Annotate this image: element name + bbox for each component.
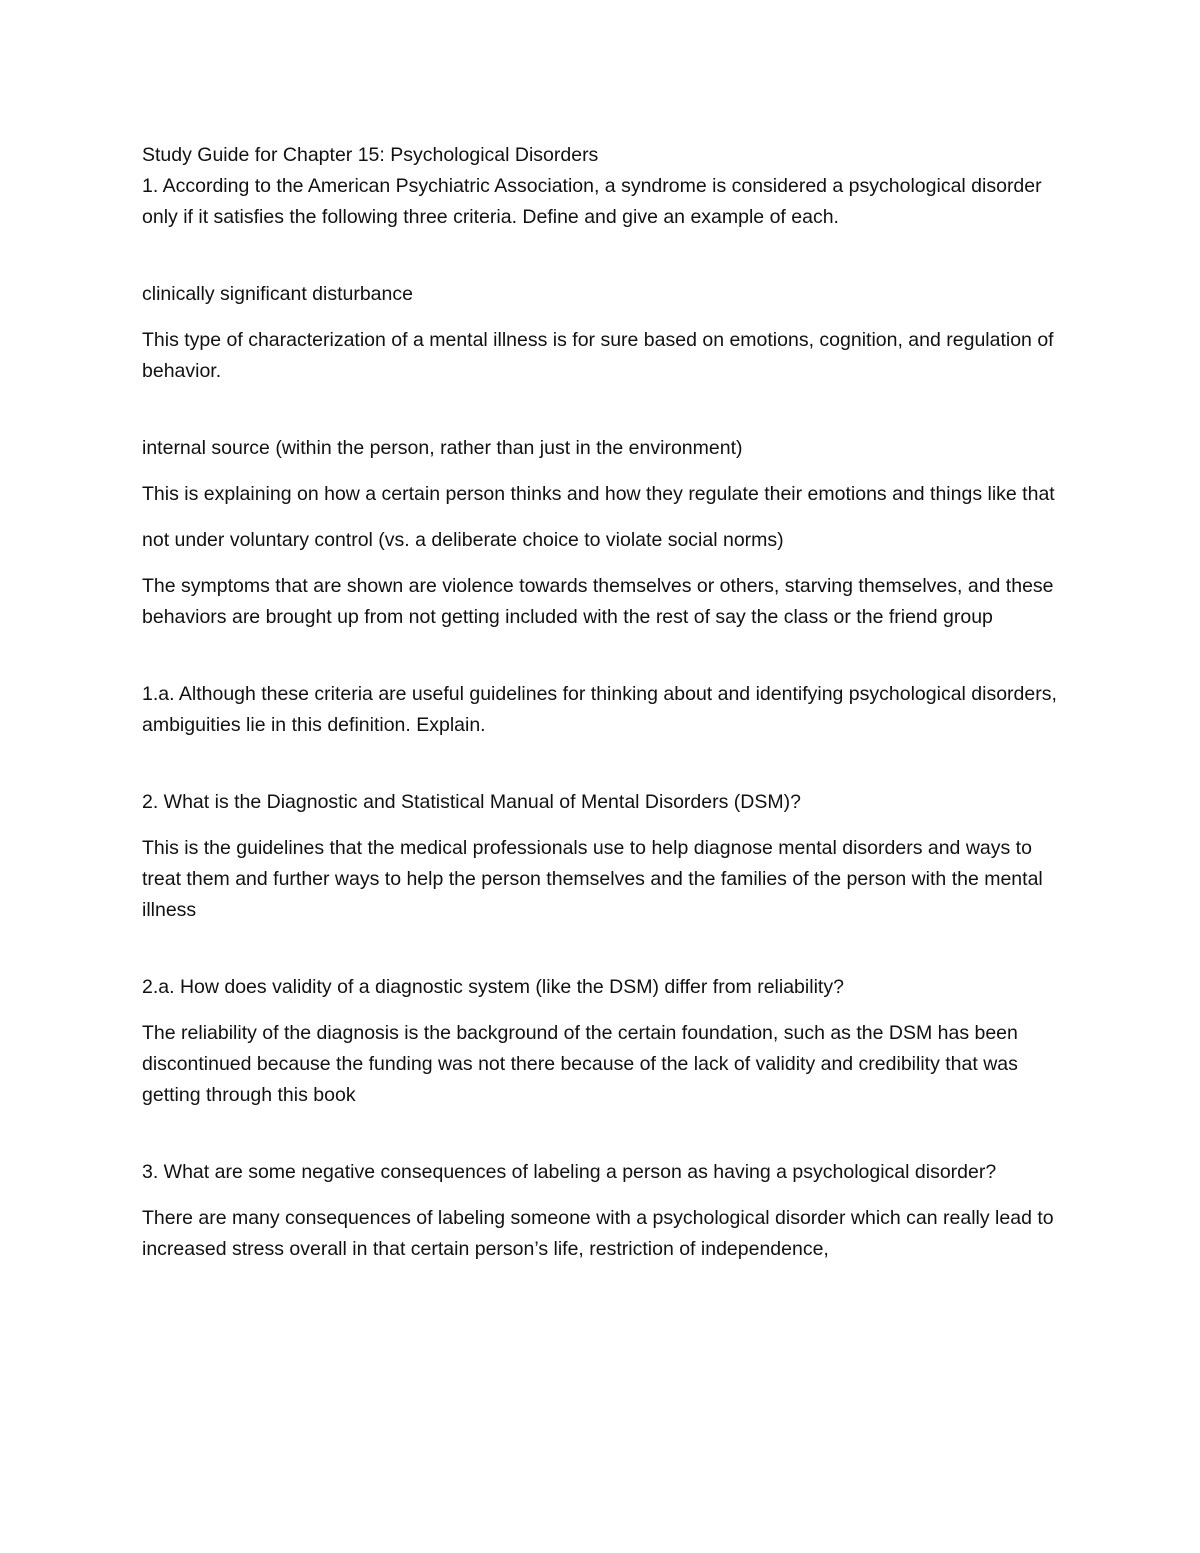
question-2a-answer: The reliability of the diagnosis is the background of the certain foundation, such as the DSM has been discontinued because the funding was not there because of the lack of validity and credibility that was getting through this book: [142, 1022, 1024, 1106]
criterion-1-label: clinically significant disturbance: [142, 283, 413, 305]
question-2a: 2.a. How does validity of a diagnostic system (like the DSM) differ from reliability?: [142, 976, 844, 998]
criterion-3-label: not under voluntary control (vs. a deliberate choice to violate social norms): [142, 529, 784, 551]
criterion-2-answer: This is explaining on how a certain person thinks and how they regulate their emotions and things like that: [142, 483, 1055, 505]
question-3: 3. What are some negative consequences of labeling a person as having a psychological disorder?: [142, 1161, 997, 1183]
document-title: Study Guide for Chapter 15: Psychological Disorders: [142, 144, 599, 166]
question-2-answer: This is the guidelines that the medical professionals use to help diagnose mental disorders and ways to treat them and further ways to help the person themselves and the families of the person with the mental illness: [142, 837, 1049, 921]
question-1a: 1.a. Although these criteria are useful guidelines for thinking about and identifying psychological disorders, ambiguities lie in this definition. Explain.: [142, 683, 1063, 736]
criterion-3-answer: The symptoms that are shown are violence towards themselves or others, starving themselves, and these behaviors are brought up from not getting included with the rest of say the class or the friend group: [142, 575, 1059, 628]
question-1: 1. According to the American Psychiatric Association, a syndrome is considered a psychological disorder only if it satisfies the following three criteria. Define and give an example of each.: [142, 175, 1048, 228]
document-body: [142, 140, 1072, 1265]
question-3-answer: There are many consequences of labeling someone with a psychological disorder which can really lead to increased stress overall in that certain person’s life, restriction of independence,: [142, 1207, 1060, 1260]
criterion-2-label: internal source (within the person, rather than just in the environment): [142, 437, 743, 459]
criterion-1-answer: This type of characterization of a mental illness is for sure based on emotions, cognition, and regulation of behavior.: [142, 329, 1060, 382]
question-2: 2. What is the Diagnostic and Statistical Manual of Mental Disorders (DSM)?: [142, 791, 801, 813]
